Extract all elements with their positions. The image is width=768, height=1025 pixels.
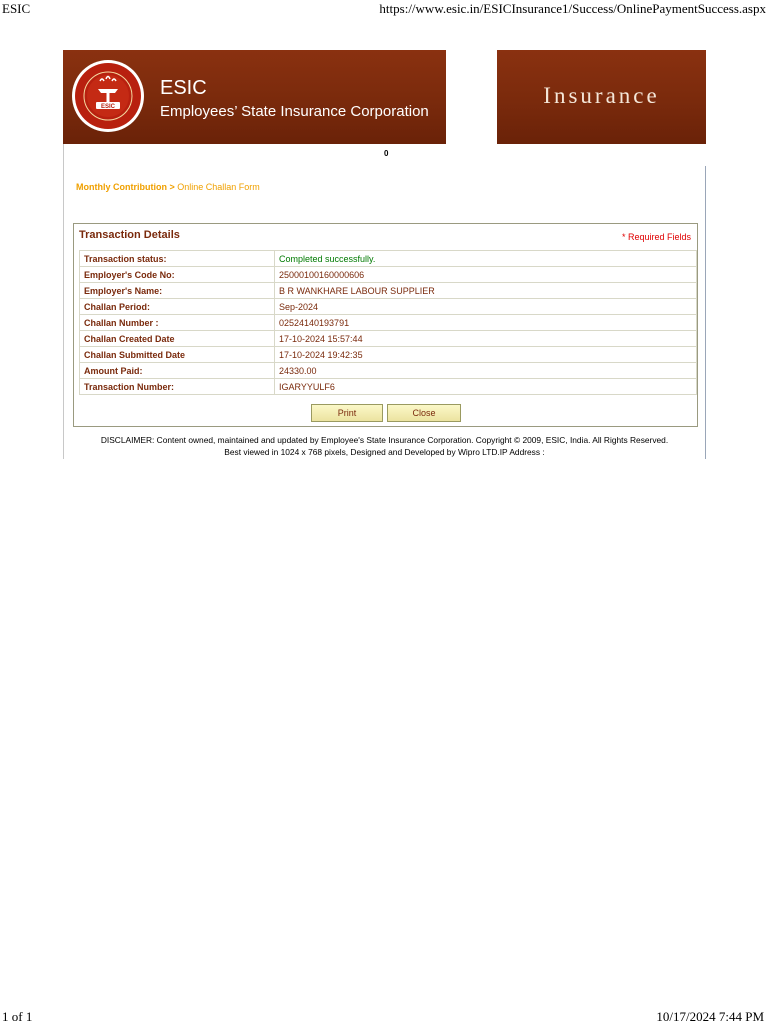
organization-name: Employees’ State Insurance Corporation: [160, 103, 429, 120]
table-row: [80, 251, 697, 267]
row-label: Amount Paid:: [80, 363, 275, 379]
row-label: Challan Submitted Date: [80, 347, 275, 363]
esic-banner: [63, 50, 446, 144]
counter-text: 0: [384, 149, 389, 158]
disclaimer-line: Best viewed in 1024 x 768 pixels, Designed and Developed by Wipro LTD.IP Address :: [224, 447, 545, 457]
print-button[interactable]: Print: [311, 404, 383, 422]
row-label: Transaction status:: [80, 251, 275, 267]
row-value: IGARYYULF6: [275, 379, 697, 395]
close-button[interactable]: Close: [387, 404, 461, 422]
print-footer-page: 1 of 1: [2, 1009, 33, 1024]
table-row: [80, 379, 697, 395]
table-row: [80, 331, 697, 347]
print-header-url: https://www.esic.in/ESICInsurance1/Success/OnlinePaymentSuccess.aspx: [379, 1, 766, 16]
row-label: Employer's Code No:: [80, 267, 275, 283]
row-value: 17-10-2024 15:57:44: [275, 331, 697, 347]
brand-name: ESIC: [160, 77, 207, 99]
row-value: B R WANKHARE LABOUR SUPPLIER: [275, 283, 697, 299]
table-row: [80, 283, 697, 299]
insurance-text: Insurance: [543, 83, 660, 108]
row-value: 24330.00: [275, 363, 697, 379]
content-border-left: [63, 144, 64, 459]
content-border-right: [705, 166, 706, 459]
logo-text: ESIC: [100, 104, 116, 110]
transaction-details-panel: [73, 223, 698, 427]
print-footer-datetime: 10/17/2024 7:44 PM: [656, 1009, 764, 1024]
table-row: [80, 315, 697, 331]
row-label: Challan Created Date: [80, 331, 275, 347]
row-label: Employer's Name:: [80, 283, 275, 299]
breadcrumb: [76, 182, 260, 192]
row-value: 25000100160000606: [275, 267, 697, 283]
table-row: [80, 363, 697, 379]
print-header-title: ESIC: [2, 1, 31, 16]
disclaimer-line: DISCLAIMER: Content owned, maintained and updated by Employee's State Insurance Corporation. Copyright © 2009, ESIC, India. All Rights Reserved.: [100, 435, 669, 445]
transaction-status-value: Completed successfully.: [275, 251, 697, 267]
breadcrumb-online-challan-form[interactable]: Online Challan Form: [177, 182, 260, 192]
breadcrumb-monthly-contribution[interactable]: Monthly Contribution >: [76, 182, 175, 192]
row-label: Transaction Number:: [80, 379, 275, 395]
row-value: 17-10-2024 19:42:35: [275, 347, 697, 363]
transaction-details-table: [79, 250, 697, 395]
table-row: [80, 347, 697, 363]
panel-title: Transaction Details: [79, 229, 180, 241]
table-row: [80, 267, 697, 283]
required-fields-note: * Required Fields: [621, 232, 691, 242]
table-row: [80, 299, 697, 315]
row-value: Sep-2024: [275, 299, 697, 315]
insurance-banner: [497, 50, 706, 144]
esic-emblem-icon: [71, 59, 145, 133]
row-value: 02524140193791: [275, 315, 697, 331]
row-label: Challan Period:: [80, 299, 275, 315]
disclaimer: [63, 434, 706, 458]
row-label: Challan Number :: [80, 315, 275, 331]
